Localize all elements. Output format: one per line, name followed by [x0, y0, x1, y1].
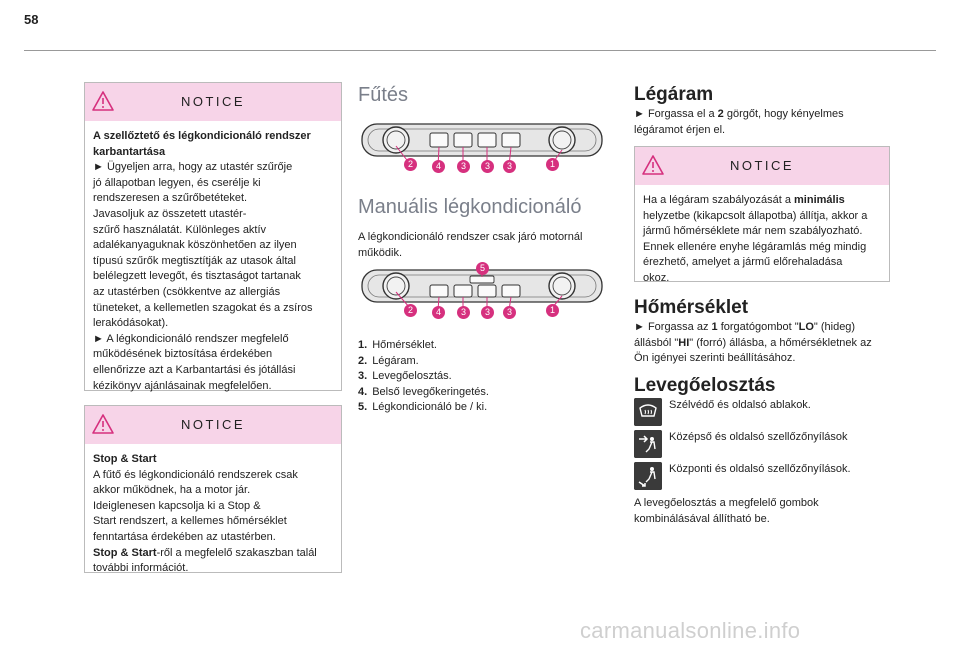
callout-label: 1 — [546, 158, 559, 171]
notice-line: működésének biztosítása érdekében — [93, 348, 273, 361]
distribution-item-text: Központi és oldalsó szellőzőnyílások. — [669, 463, 851, 475]
callout-label: 5 — [476, 262, 489, 275]
notice-body — [85, 444, 341, 583]
legend-item — [358, 354, 608, 370]
callout-label: 3 — [481, 160, 494, 173]
legend-list — [358, 338, 608, 416]
notice-header — [635, 147, 889, 185]
notice-bold: minimális — [794, 194, 845, 206]
notice-line: szűrő használatát. Különleges aktív — [93, 223, 267, 236]
callout-label: 3 — [481, 306, 494, 319]
notice-line: Ideiglenesen kapcsolja ki a Stop & — [93, 499, 261, 512]
callout-label: 3 — [457, 160, 470, 173]
airflow-line — [634, 107, 896, 123]
legend-item — [358, 385, 608, 401]
callout-labels — [358, 120, 606, 176]
distribution-footer-line: kombinálásával állítható be. — [634, 512, 770, 525]
temperature-text — [634, 320, 896, 367]
notice-title: NOTICE — [180, 94, 246, 109]
manual-ac-text — [358, 230, 618, 261]
airflow-line: légáramot érjen el. — [634, 123, 726, 136]
notice-line: okoz. — [643, 271, 670, 284]
notice-line — [93, 546, 333, 562]
notice-line: Javasoljuk az összetett utastér- — [93, 207, 247, 220]
temperature-text-mid: forgatógombot " — [717, 321, 799, 333]
callout-label: 2 — [404, 304, 417, 317]
notice-body — [85, 121, 341, 400]
distribution-title: Levegőelosztás — [634, 375, 776, 396]
callout-label: 3 — [503, 160, 516, 173]
manual-ac-line: működik. — [358, 246, 403, 259]
distribution-item — [634, 430, 894, 458]
legend-item — [358, 369, 608, 385]
notice-line: típusú szűrők megtisztítják az utasok által — [93, 254, 296, 267]
airflow-text-post: görgőt, hogy kényelmes — [723, 108, 844, 120]
notice-line: kézikönyv ajánlásainak megfelelően. — [93, 379, 272, 392]
notice-line: érezhető, amelyet a jármű előrehaladása — [643, 256, 843, 269]
notice-line: tüneteket, a kellemetlen szagokat és a zsíros — [93, 301, 313, 314]
notice-line: adalékanyaguknak köszönhetően az ilyen — [93, 239, 297, 252]
callout-label: 4 — [432, 160, 445, 173]
notice-line: Start rendszert, a kellemes hőmérséklet — [93, 515, 287, 528]
notice-text: -ről a megfelelő szakaszban talál — [156, 546, 317, 559]
windscreen-icon — [634, 398, 662, 426]
callout-label: 2 — [404, 158, 417, 171]
temperature-hi: HI — [678, 336, 690, 349]
legend-text: Hőmérséklet. — [372, 339, 437, 351]
distribution-footer-line: A levegőelosztás a megfelelő gombok — [634, 497, 819, 509]
notice-line: ► A légkondicionáló rendszer megfelelő — [93, 332, 289, 345]
legend-text: Levegőelosztás. — [372, 370, 452, 383]
callout-labels — [358, 262, 606, 320]
legend-number: 4. — [358, 385, 368, 398]
page-number: 58 — [24, 12, 39, 27]
callout-label: 3 — [503, 306, 516, 319]
heating-title: Fűtés — [358, 84, 409, 106]
callout-label: 3 — [457, 306, 470, 319]
notice-box-stop-start — [84, 405, 342, 573]
legend-text: Légáram. — [372, 354, 419, 367]
airflow-title: Légáram — [634, 84, 714, 105]
manual-ac-line: A légkondicionáló rendszer csak járó motornál — [358, 231, 583, 243]
distribution-item-text: Középső és oldalsó szellőzőnyílások — [669, 431, 848, 443]
distribution-item-text: Szélvédő és oldalsó ablakok. — [669, 399, 811, 411]
notice-title: NOTICE — [729, 158, 795, 173]
footwell-icon — [634, 462, 662, 490]
center-vents-icon — [634, 430, 662, 458]
notice-box-maintenance — [84, 82, 342, 391]
notice-line: az utastérben (csökkentve az allergiás — [93, 285, 281, 298]
notice-body — [635, 185, 889, 293]
temperature-text-pre: állásból " — [634, 336, 679, 349]
notice-line: ► Ügyeljen arra, hogy az utastér szűrője — [93, 161, 293, 174]
temperature-line — [634, 336, 896, 352]
notice-box-airflow — [634, 146, 890, 282]
notice-line: fenntartása érdekében az utastérben. — [93, 530, 276, 543]
legend-number: 2. — [358, 354, 368, 367]
notice-heading: A szellőztető és légkondicionáló rendszer karbantartása — [93, 130, 311, 158]
temperature-line: Ön igényei szerinti beállításához. — [634, 352, 796, 365]
temperature-text-pre: ► Forgassa az — [634, 321, 712, 333]
callout-label: 4 — [432, 306, 445, 319]
callout-label: 1 — [546, 304, 559, 317]
distribution-item — [634, 398, 894, 426]
notice-line: jármű hőmérséklete már nem szabályozható. — [643, 225, 863, 238]
notice-line: ellenőrizze azt a Karbantartási és jótállási — [93, 363, 296, 376]
legend-number: 5. — [358, 401, 368, 414]
legend-number: 1. — [358, 339, 368, 351]
notice-line: rendszeresen a szűrőbetéteket. — [93, 192, 248, 205]
notice-line: lerakódásokat). — [93, 317, 169, 330]
temperature-lo: LO — [798, 321, 814, 333]
notice-header — [85, 83, 341, 121]
legend-text: Légkondicionáló be / ki. — [372, 401, 488, 414]
notice-line: Ennek ellenére enyhe légáramlás még mindig — [643, 240, 867, 253]
airflow-number: 2 — [717, 108, 724, 120]
notice-line: jó állapotban legyen, és cserélje ki — [93, 176, 261, 189]
notice-line: helyzetbe (kikapcsolt állapotba) állítja, akkor a — [643, 209, 868, 222]
notice-line: A fűtő és légkondicionáló rendszerek csak — [93, 468, 298, 481]
notice-header — [85, 406, 341, 444]
distribution-item — [634, 462, 894, 490]
temperature-text-post: " (hideg) — [813, 321, 856, 333]
temperature-title: Hőmérséklet — [634, 297, 749, 318]
notice-line: belélegzett levegőt, és tisztaságot tartanak — [93, 270, 301, 283]
airflow-text — [634, 107, 896, 138]
distribution-footer — [634, 496, 896, 527]
airflow-text-pre: ► Forgassa el a — [634, 108, 718, 120]
temperature-number: 1 — [711, 321, 718, 333]
legend-text: Belső levegőkeringetés. — [372, 385, 489, 398]
manual-ac-title: Manuális légkondicionáló — [358, 196, 582, 218]
notice-line — [643, 193, 881, 209]
notice-heading: Stop & Start — [93, 453, 157, 465]
temperature-text-post: " (forró) állásba, a hőmérsékletnek az — [689, 336, 872, 349]
temperature-line — [634, 320, 896, 336]
notice-bold: Stop & Start — [93, 546, 157, 559]
top-rule — [24, 50, 936, 51]
notice-title: NOTICE — [180, 417, 246, 432]
legend-item — [358, 400, 608, 416]
legend-number: 3. — [358, 370, 368, 383]
notice-line: akkor működnek, ha a motor jár. — [93, 484, 251, 497]
notice-line: további információt. — [93, 562, 189, 575]
legend-item — [358, 338, 608, 354]
notice-text: Ha a légáram szabályozását a — [643, 194, 795, 206]
watermark: carmanualsonline.info — [580, 618, 801, 643]
